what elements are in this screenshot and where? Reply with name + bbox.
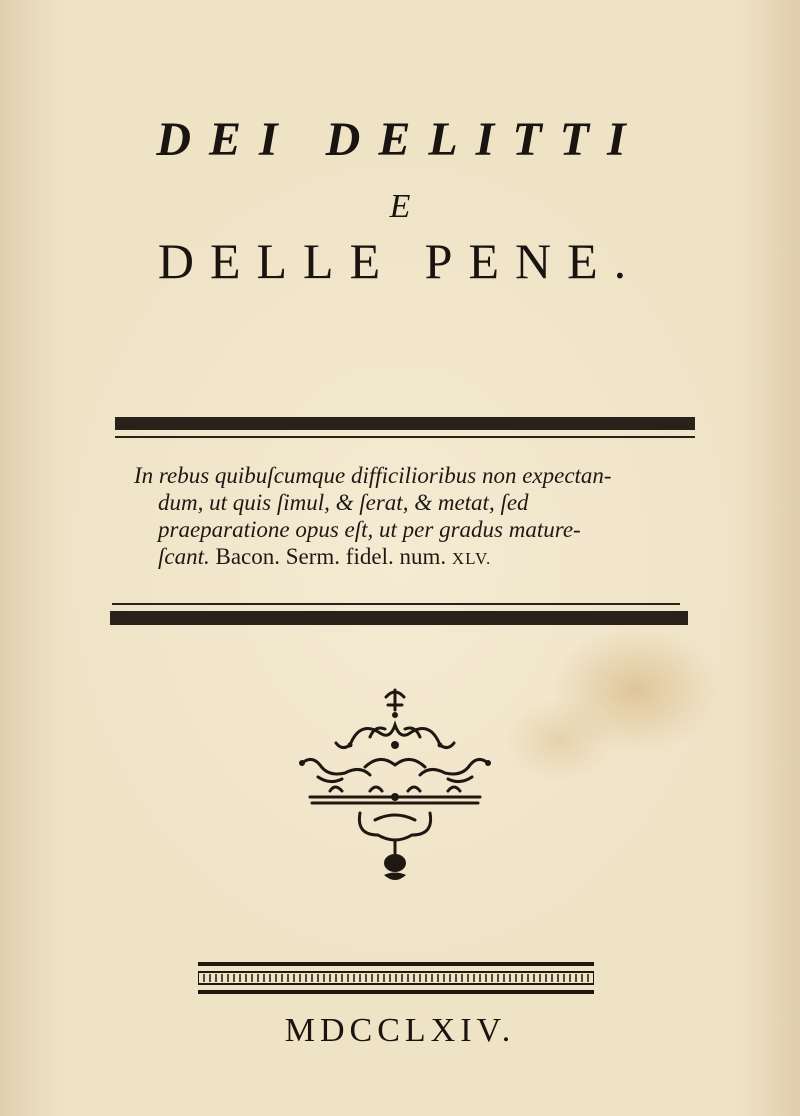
epigraph-citation: Bacon. Serm. fidel. num. [215,544,447,569]
epigraph-line-2: dum, ut quis ſimul, & ſerat, & metat, ſed [158,490,529,515]
epigraph-numeral: XLV. [451,549,492,568]
title-line-1: DEI DELITTI [156,113,644,166]
title-line-2: DELLE PENE. [157,233,643,289]
epigraph [134,462,694,572]
epigraph-line-3: praeparatione opus eſt, ut per gradus mature- [158,517,581,542]
title-conjunction: E [389,188,411,225]
imprint-date: MDCCLXIV. [284,1012,516,1049]
printers-ornament-icon [290,685,500,890]
epigraph-line-1: In rebus quibuſcumque difficilioribus non expectan- [134,463,612,488]
upper-rule-thin [115,436,695,438]
epigraph-line-4-italic: ſcant. [158,544,210,569]
epigraph-line-4 [134,543,694,572]
upper-rule-thick [115,417,695,430]
lower-rule-thin [112,603,680,605]
lower-rule-thick [110,611,688,625]
bottom-ornamental-rule [198,962,594,996]
